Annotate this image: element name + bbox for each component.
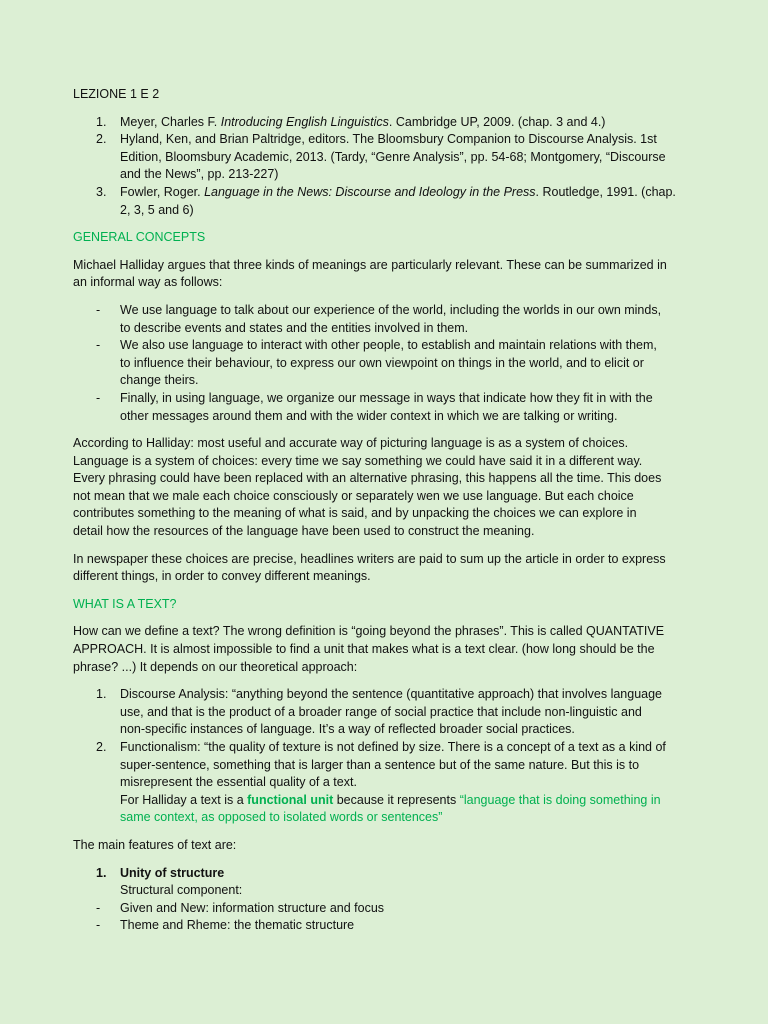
choices-paragraph (73, 435, 748, 541)
text-line: contributes something to the meaning of what is said, and by unpacking the choices we can explore in (73, 506, 637, 521)
meanings-bullet-list (73, 302, 748, 425)
text-line: In newspaper these choices are precise, headlines writers are paid to sum up the article in order to express (73, 551, 666, 566)
list-item-text (120, 302, 748, 337)
text-line: Given and New: information structure and focus (120, 900, 385, 915)
features-list (73, 865, 748, 935)
text-line: non-specific instances of language. It’s a way of reflected broader social practices. (120, 722, 575, 737)
list-marker: 3. (96, 184, 107, 199)
text-line: super-sentence, something that is larger than a sentence but of the same nature. But this is to (120, 757, 640, 772)
text-line: to influence their behaviour, to express our own viewpoint on things in the world, and to elicit or (120, 355, 644, 370)
text-line: Michael Halliday argues that three kinds of meanings are particularly relevant. These can be summarized in (73, 257, 667, 272)
text-span: . Cambridge UP, 2009. (chap. 3 and 4.) (388, 114, 606, 129)
text-line: Discourse Analysis: “anything beyond the sentence (quantitative approach) that involves language (120, 687, 663, 702)
text-line: According to Halliday: most useful and accurate way of picturing language is as a system of choices. (73, 436, 629, 451)
text-line: 2, 3, 5 and 6) (120, 202, 194, 217)
text-line: other messages around them and with the wider context in which we are talking or writing. (120, 408, 618, 423)
green-quote: “language that is doing something in (459, 792, 661, 807)
list-item-text (120, 739, 748, 827)
text-line (120, 792, 748, 810)
text-span: Fowler, Roger. (120, 184, 205, 199)
text-span: Meyer, Charles F. (120, 114, 221, 129)
text-definition-paragraph (73, 623, 748, 676)
list-item (73, 865, 748, 900)
text-line: detail how the resources of the language have been used to construct the meaning. (73, 524, 535, 539)
list-marker: - (96, 390, 101, 405)
list-marker: - (96, 302, 101, 317)
text-line: and the News”, pp. 213-227) (120, 167, 279, 182)
italic-title: Introducing English Linguistics (220, 114, 389, 129)
text-span: because it represents (333, 792, 460, 807)
newspaper-paragraph (73, 551, 748, 586)
text-line: Language is a system of choices: every time we say something we could have said it in a different way. (73, 453, 643, 468)
list-item (73, 390, 748, 425)
text-line: Functionalism: “the quality of texture is not defined by size. There is a concept of a text as a kind of (120, 740, 666, 754)
lesson-title: LEZIONE 1 E 2 (73, 87, 160, 101)
list-item (73, 686, 748, 739)
text-span: . Routledge, 1991. (chap. (535, 184, 676, 199)
list-item (73, 131, 748, 184)
text-line: Finally, in using language, we organize our message in ways that indicate how they fit in with the (120, 390, 653, 405)
text-line: Hyland, Ken, and Brian Paltridge, editors. The Bloomsbury Companion to Discourse Analysis. 1st (120, 132, 657, 147)
text-line: APPROACH. It is almost impossible to find a unit that makes what is a text clear. (how long should be the (73, 642, 655, 657)
list-item (73, 739, 748, 827)
text-line: Structural component: (120, 883, 243, 898)
text-line: We use language to talk about our experience of the world, including the worlds in our own minds, (120, 302, 662, 317)
list-item (73, 302, 748, 337)
features-intro: The main features of text are: (73, 837, 237, 852)
list-item-text (120, 865, 748, 900)
text-line: not mean that we male each choice consciously or separately wen we use language. But each choice (73, 488, 634, 503)
list-item-text (120, 900, 748, 918)
text-span: For Halliday a text is a (120, 792, 248, 807)
list-marker: - (96, 900, 101, 915)
list-item-text (120, 686, 748, 739)
approaches-list (73, 686, 748, 827)
halliday-intro-paragraph (73, 257, 748, 292)
list-item (73, 184, 748, 219)
text-line: to describe events and states and the entities involved in them. (120, 320, 469, 335)
green-quote: same context, as opposed to isolated words or sentences” (120, 810, 443, 825)
list-item-text (120, 390, 748, 425)
list-marker: 1. (96, 114, 107, 129)
section-heading-general-concepts: GENERAL CONCEPTS (73, 230, 206, 245)
list-marker: 2. (96, 132, 107, 147)
list-item (73, 337, 748, 390)
text-line: an informal way as follows: (73, 275, 223, 290)
list-item-text (120, 337, 748, 390)
text-line: misrepresent the essential quality of a text. (120, 775, 357, 790)
list-marker: 1. (96, 865, 107, 880)
list-item-text (120, 114, 748, 132)
text-line: use, and that is the product of a broader range of social practice that include non-linguistic and (120, 704, 642, 719)
highlighted-term: functional unit (247, 792, 334, 807)
italic-title: Language in the News: Discourse and Ideology in the Press (204, 184, 536, 199)
list-item (73, 900, 748, 918)
text-line (120, 809, 748, 827)
text-line: How can we define a text? The wrong definition is “going beyond the phrases”. This is called QUANTATIVE (73, 624, 665, 639)
text-line: phrase? ...) It depends on our theoretical approach: (73, 659, 358, 674)
list-item-text (120, 184, 748, 219)
section-heading-what-is-a-text: WHAT IS A TEXT? (73, 596, 177, 611)
list-item (73, 114, 748, 132)
reference-list (73, 114, 748, 220)
text-line: Theme and Rheme: the thematic structure (120, 918, 355, 933)
list-item (73, 917, 748, 935)
text-line: We also use language to interact with other people, to establish and maintain relations with them, (120, 338, 657, 353)
list-item-text (120, 917, 748, 935)
text-line (120, 865, 748, 883)
list-marker: - (96, 338, 101, 353)
text-line: different things, in order to convey different meanings. (73, 569, 371, 584)
text-line: Every phrasing could have been replaced with an alternative phrasing, this happens all the time. This does (73, 471, 662, 486)
bold-term: Unity of structure (120, 865, 225, 880)
list-item-text (120, 131, 748, 184)
text-line: change theirs. (120, 373, 199, 388)
list-marker: - (96, 918, 101, 933)
text-line (120, 114, 748, 132)
list-marker: 2. (96, 740, 107, 754)
list-marker: 1. (96, 687, 107, 702)
text-line (120, 184, 748, 202)
text-line: Edition, Bloomsbury Academic, 2013. (Tardy, “Genre Analysis”, pp. 54-68; Montgomery, “Discourse (120, 149, 666, 164)
